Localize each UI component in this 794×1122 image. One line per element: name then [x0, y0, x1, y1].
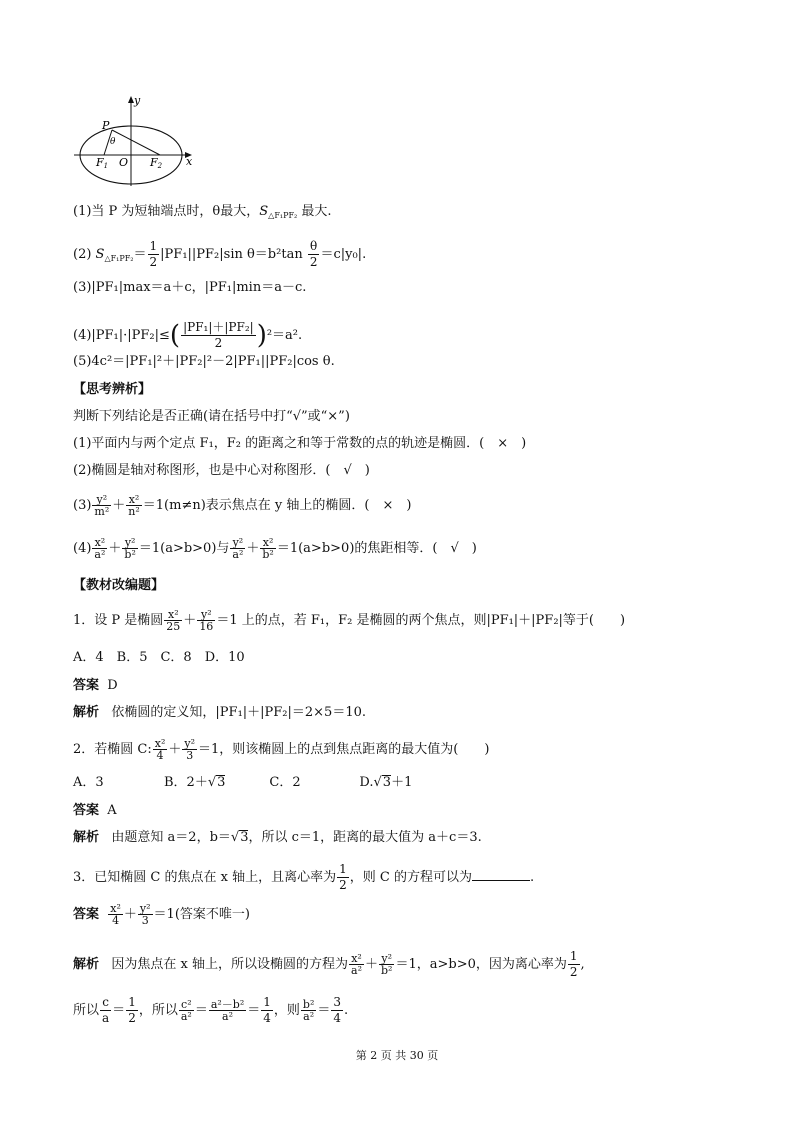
- section-title-textbook: 【教材改编题】: [73, 578, 165, 593]
- question-2-options: A．3 B．2＋√3 C．2 D.√3＋1: [73, 775, 413, 790]
- prop-2: (2) $S_{\triangle F_1PF_2}=$ $\frac{1}{2}$ |PF₁||PF₂|sin θ＝b²tan $\frac{\theta}{2}$ ＝c|y₀|.: [73, 239, 367, 269]
- question-3-solution-line2: 所以 $\frac{c}{a}$ ＝ $\frac{1}{2}$ ，所以 $\frac{\text{c²}}{\text{a²}}$ ＝ $\frac{\text{a²－b²}}{\text{a²}}$ ＝ $\frac{1}{4}$ ，则 $\frac{\text{b²}}{\text{a²}}$ ＝ $\frac{3}{4}$ .: [73, 995, 349, 1025]
- question-1: 1．设 P 是椭圆 $\frac{\text{x²}}{25}$ ＋ $\frac{\text{y²}}{16}$ ＝1 上的点，若 F₁，F₂ 是椭圆的两个焦点，则|PF₁|＋|PF₂|等于( ): [73, 608, 626, 633]
- prop-3: (3)|PF₁|max＝a＋c，|PF₁|min＝a－c.: [73, 280, 307, 295]
- judge-4: (4) $\frac{\text{x²}}{\text{a²}}$ ＋ $\frac{\text{y²}}{\text{b²}}$ ＝1(a>b>0)与 $\frac{\text{y²}}{\text{a²}}$ ＋ $\frac{\text{x²}}{\text{b²}}$ ＝1(a>b>0)的焦距相等．( √ ): [73, 536, 477, 561]
- ellipse-figure: [70, 92, 200, 188]
- judge-2: (2)椭圆是轴对称图形，也是中心对称图形．( √ ): [73, 463, 370, 478]
- segment-pf2: [112, 130, 160, 155]
- label-y: y: [134, 94, 141, 107]
- label-o: O: [119, 156, 129, 169]
- label-f2: F2: [150, 156, 163, 170]
- label-theta: θ: [110, 137, 116, 147]
- label-x: x: [186, 155, 193, 168]
- answer-blank: [472, 868, 530, 881]
- page-footer: 第 2 页 共 30 页: [355, 1049, 439, 1062]
- judge-1: (1)平面内与两个定点 F₁，F₂ 的距离之和等于常数的点的轨迹是椭圆．( × ): [73, 436, 527, 451]
- prop-1: (1)当 P 为短轴端点时，θ最大，$S_{\triangle F_1PF_2}$ 最大.: [73, 204, 332, 220]
- prop-4: (4)|PF₁|·|PF₂|≤( $\frac{\text{|PF₁|＋|PF₂|}}{2}$ )²＝a².: [73, 320, 303, 351]
- question-3: 3．已知椭圆 C 的焦点在 x 轴上，且离心率为 $\frac{1}{2}$ ，则 C 的方程可以为 .: [73, 862, 535, 892]
- question-1-answer: 答案 D: [73, 678, 118, 693]
- question-1-solution: 解析 依椭圆的定义知，|PF₁|＋|PF₂|＝2×5＝10.: [73, 705, 367, 720]
- section-title-thinking: 【思考辨析】: [73, 382, 152, 397]
- question-2-answer: 答案 A: [73, 803, 117, 818]
- question-3-solution: 解析 因为焦点在 x 轴上，所以设椭圆的方程为 $\frac{\text{x²}}{\text{a²}}$ ＋ $\frac{\text{y²}}{\text{b²}}$ ＝1，a>b>0，因为离心率为 $\frac{1}{2}$ ,: [73, 949, 585, 979]
- judge-intro: 判断下列结论是否正确(请在括号中打“√”或“×”): [73, 409, 350, 424]
- question-2-solution: 解析 由题意知 a＝2，b＝√3，所以 c＝1，距离的最大值为 a＋c＝3.: [73, 830, 482, 845]
- frac-pf-sum: $\frac{\text{|PF₁|＋|PF₂|}}{2}$: [183, 320, 254, 350]
- frac-theta-half: $\frac{\theta}{2}$: [309, 239, 318, 269]
- judge-3: (3) $\frac{\text{y²}}{\text{m²}}$ ＋ $\frac{\text{x²}}{\text{n²}}$ ＝1(m≠n)表示焦点在 y 轴上的椭圆．( × ): [73, 493, 412, 518]
- question-2: 2．若椭圆 C: $\frac{\text{x²}}{4}$ ＋ $\frac{\text{y²}}{3}$ ＝1，则该椭圆上的点到焦点距离的最大值为( ): [73, 737, 490, 762]
- prop-5: (5)4c²＝|PF₁|²＋|PF₂|²－2|PF₁||PF₂|cos θ.: [73, 354, 335, 369]
- label-p: P: [102, 119, 110, 132]
- question-3-answer: 答案 $\frac{\text{x²}}{4}$ ＋ $\frac{\text{y²}}{3}$ ＝1(答案不唯一): [73, 902, 250, 927]
- question-1-options: A．4 B．5 C．8 D．10: [73, 650, 245, 665]
- frac-half: $\frac{1}{2}$: [149, 239, 158, 269]
- label-f1: F1: [96, 156, 109, 170]
